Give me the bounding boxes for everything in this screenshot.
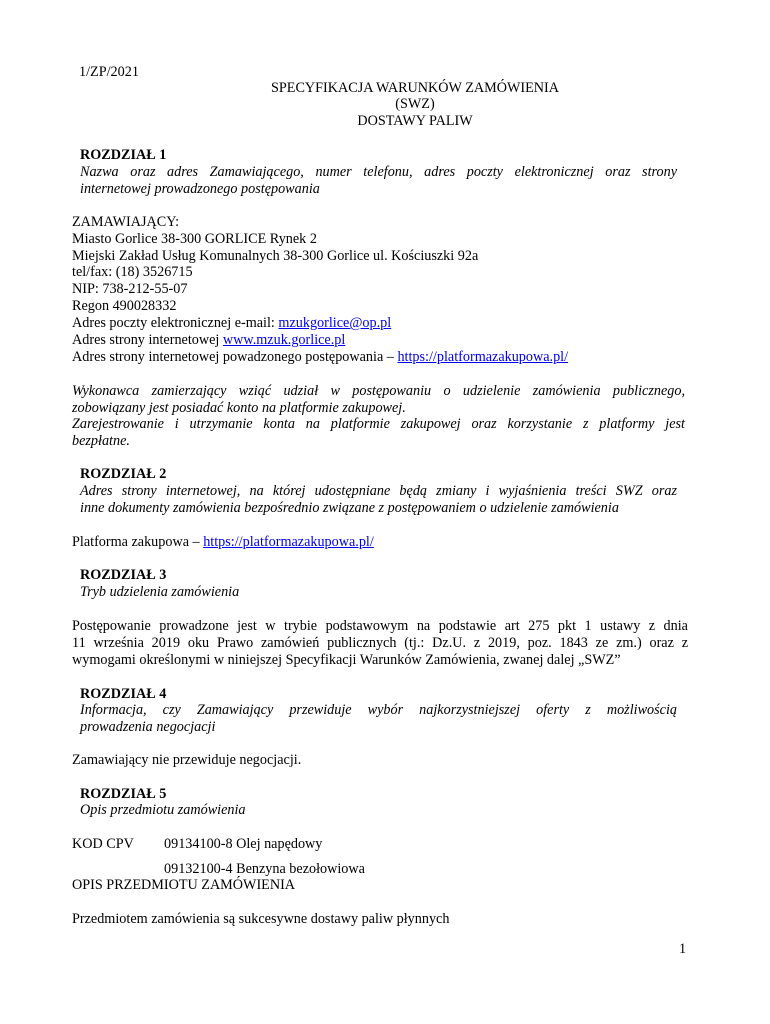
section-4-subtitle-line-1: Informacja, czy Zamawiający przewiduje wybór najkorzystniejszej oferty z możliwością xyxy=(80,702,677,718)
cpv-code-petrol: 09132100-4 Benzyna bezołowiowa xyxy=(164,861,365,877)
cpv-code-diesel: 09134100-8 Olej napędowy xyxy=(164,836,323,852)
authority-phone: tel/fax: (18) 3526715 xyxy=(72,264,193,280)
authority-unit-address: Miejski Zakład Usług Komunalnych 38-300 Gorlice ul. Kościuszki 92a xyxy=(72,248,479,264)
document-title-line-3: DOSTAWY PALIW xyxy=(357,113,473,129)
document-reference: 1/ZP/2021 xyxy=(79,64,139,80)
platform-link[interactable]: https://platformazakupowa.pl/ xyxy=(203,534,374,550)
email-link[interactable]: mzukgorlice@op.pl xyxy=(278,315,392,331)
email-label: Adres poczty elektronicznej e-mail: xyxy=(72,315,279,331)
section-5-heading: ROZDZIAŁ 5 xyxy=(80,786,167,802)
document-title-line-1: SPECYFIKACJA WARUNKÓW ZAMÓWIENIA xyxy=(271,80,559,96)
platform-note-line-1: Wykonawca zamierzający wziąć udział w postępowaniu o udzielenie zamówienia publicznego, xyxy=(72,383,685,399)
section-2-subtitle-line-1: Adres strony internetowej, na której udostępniane będą zmiany i wyjaśnienia treści SWZ oraz xyxy=(80,483,677,499)
section-4-paragraph: Zamawiający nie przewiduje negocjacji. xyxy=(72,752,302,768)
website-label: Adres strony internetowej xyxy=(72,332,223,348)
authority-website-line xyxy=(72,332,345,349)
procedure-website-label: Adres strony internetowej powadzonego postępowania – xyxy=(72,349,398,365)
procedure-website-link[interactable]: https://platformazakupowa.pl/ xyxy=(397,349,569,365)
authority-nip: NIP: 738-212-55-07 xyxy=(72,281,188,297)
document-title-line-2: (SWZ) xyxy=(395,96,435,112)
section-3-heading: ROZDZIAŁ 3 xyxy=(80,567,167,583)
platform-note-line-2: zobowiązany jest posiadać konto na platformie zakupowej. xyxy=(72,400,406,416)
section-1-subtitle-line-1: Nazwa oraz adres Zamawiającego, numer telefonu, adres poczty elektronicznej oraz strony xyxy=(80,164,677,180)
section-3-paragraph-line-1: Postępowanie prowadzone jest w trybie podstawowym na podstawie art 275 pkt 1 ustawy z dnia xyxy=(72,618,688,634)
page-number: 1 xyxy=(679,941,687,957)
section-3-subtitle: Tryb udzielenia zamówienia xyxy=(80,584,240,600)
section-5-subtitle: Opis przedmiotu zamówienia xyxy=(80,802,246,818)
section-3-paragraph-line-2: 11 września 2019 oku Prawo zamówień publicznych (tj.: Dz.U. z 2019, poz. 1843 ze zm.) oraz z xyxy=(72,635,688,651)
section-1-subtitle-line-2: internetowej prowadzonego postępowania xyxy=(80,181,320,197)
platform-label: Platforma zakupowa – xyxy=(72,534,204,550)
subject-description-paragraph: Przedmiotem zamówienia są sukcesywne dostawy paliw płynnych xyxy=(72,911,450,927)
authority-email-line xyxy=(72,315,391,332)
section-3-paragraph-line-3: wymogami określonymi w niniejszej Specyfikacji Warunków Zamówienia, zwanej dalej „SWZ” xyxy=(72,652,621,668)
section-2-subtitle-line-2: inne dokumenty zamówienia bezpośrednio związane z postępowaniem o udzielenie zamówienia xyxy=(80,500,619,516)
platform-line xyxy=(72,534,374,551)
platform-note-line-3: Zarejestrowanie i utrzymanie konta na platformie zakupowej oraz korzystanie z platformy jest xyxy=(72,416,685,432)
authority-regon: Regon 490028332 xyxy=(72,298,177,314)
contracting-authority-label: ZAMAWIAJĄCY: xyxy=(72,214,180,230)
subject-description-heading: OPIS PRZEDMIOTU ZAMÓWIENIA xyxy=(72,877,296,893)
website-link[interactable]: www.mzuk.gorlice.pl xyxy=(222,332,346,348)
section-4-heading: ROZDZIAŁ 4 xyxy=(80,686,167,702)
section-4-subtitle-line-2: prowadzenia negocjacji xyxy=(80,719,216,735)
authority-address: Miasto Gorlice 38-300 GORLICE Rynek 2 xyxy=(72,231,317,247)
platform-note-line-4: bezpłatne. xyxy=(72,433,130,449)
cpv-label: KOD CPV xyxy=(72,836,134,852)
procedure-website-line xyxy=(72,349,568,366)
section-2-heading: ROZDZIAŁ 2 xyxy=(80,466,167,482)
section-1-heading: ROZDZIAŁ 1 xyxy=(80,147,167,163)
